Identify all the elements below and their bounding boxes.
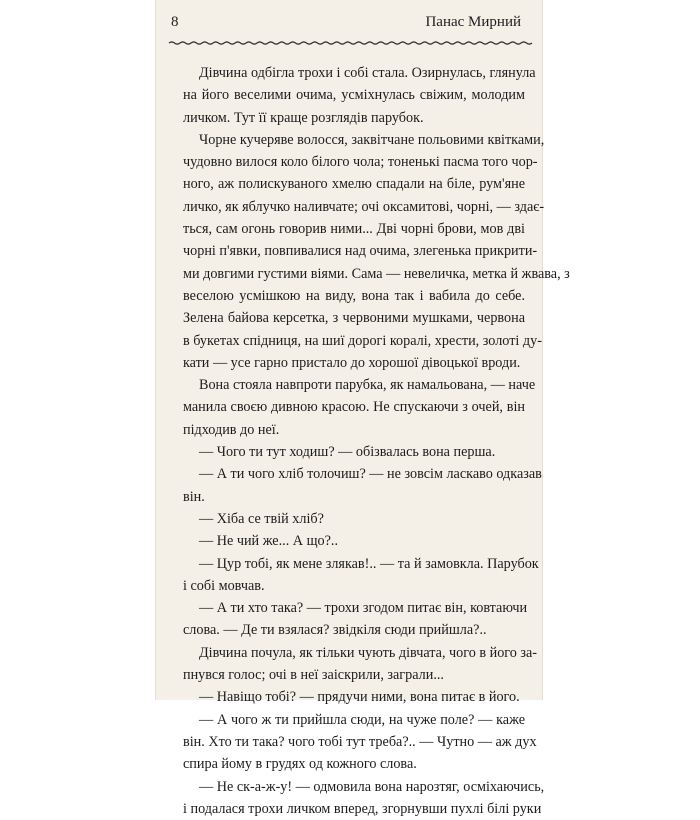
text-line: в букетах спідниця, на шиї дорогі коралі, хрести, золоті ду-: [183, 332, 542, 349]
text-line: Вона стояла навпроти парубка, як намальована, — наче: [199, 377, 536, 394]
text-line: ться, сам огонь говорив ними... Дві чорні брови, мов дві: [183, 221, 525, 238]
text-line: личком. Тут її краще розглядів парубок.: [183, 109, 424, 126]
text-line: веселою усмішкою на виду, вона так і вабила до себе.: [183, 287, 525, 304]
text-line: личко, як яблучко наливчате; очі оксамитові, чорні, — здає-: [183, 198, 545, 215]
text-line: підходив до неї.: [183, 421, 280, 438]
body-text: [183, 62, 570, 820]
text-line: ми довгими густими віями. Сама — невеличка, метка й жвава, з: [183, 265, 570, 282]
text-line: на його веселими очима, усміхнулась свіжим, молодим: [183, 87, 525, 104]
text-line: — Цур тобі, як мене злякав!.. — та й замовкла. Парубок: [199, 555, 539, 572]
page-number: 8: [171, 14, 179, 30]
text-line: чорні п'явки, повпивалися над очима, злегенька прикрити-: [183, 243, 538, 260]
text-line: — Навіщо тобі? — прядучи ними, вона питає в його.: [199, 689, 520, 706]
text-line: він. Хто ти така? чого тобі тут треба?.. — Чутно — аж дух: [183, 733, 537, 750]
text-line: він.: [183, 488, 205, 505]
text-line: Зелена байова керсетка, з червоними мушками, червона: [183, 310, 525, 327]
text-line: чудовно вилося коло білого чола; тоненькі пасма того чор-: [183, 154, 538, 171]
text-line: Чорне кучеряве волосся, заквітчане польовими квітками,: [199, 131, 545, 148]
text-line: пнувся голос; очі в неї заіскрили, заграли...: [183, 667, 444, 684]
wavy-header-rule: [169, 38, 525, 48]
text-line: манила своєю дивною красою. Не спускаючи з очей, він: [183, 399, 525, 416]
text-line: — Чого ти тут ходиш? — обізвалась вона перша.: [199, 444, 496, 461]
text-line: — А ти хто така? — трохи згодом питає він, ковтаючи: [199, 600, 528, 617]
text-line: — Не ск-а-ж-у! — одмовила вона нарозтяг, осміхаючись,: [199, 778, 545, 795]
running-head-author: Панас Мирний: [425, 14, 521, 30]
text-line: кати — усе гарно пристало до хорошої дівоцької вроди.: [183, 354, 521, 371]
book-page: [155, 0, 570, 817]
text-line: — Не чий же... А що?..: [199, 533, 338, 550]
text-line: і подалася трохи личком вперед, згорнувши пухлі білі руки: [183, 800, 542, 817]
text-line: спира йому в грудях од кожного слова.: [183, 756, 417, 773]
running-head: [171, 14, 521, 40]
text-line: ного, аж полискуваного хмелю спадали на біле, рум'яне: [183, 176, 525, 193]
text-line: і собі мовчав.: [183, 577, 265, 594]
text-line: — Хіба се твій хліб?: [199, 510, 324, 527]
text-line: слова. — Де ти взялася? звідкіля сюди прийшла?..: [183, 622, 487, 639]
text-line: — А чого ж ти прийшла сюди, на чуже поле? — каже: [199, 711, 525, 728]
text-line: Дівчина почула, як тільки чують дівчата, чого в його за-: [199, 644, 538, 661]
text-line: — А ти чого хліб толочиш? — не зовсім ласкаво одказав: [199, 466, 542, 483]
text-line: Дівчина одбігла трохи і собі стала. Озирнулась, глянула: [199, 65, 536, 81]
